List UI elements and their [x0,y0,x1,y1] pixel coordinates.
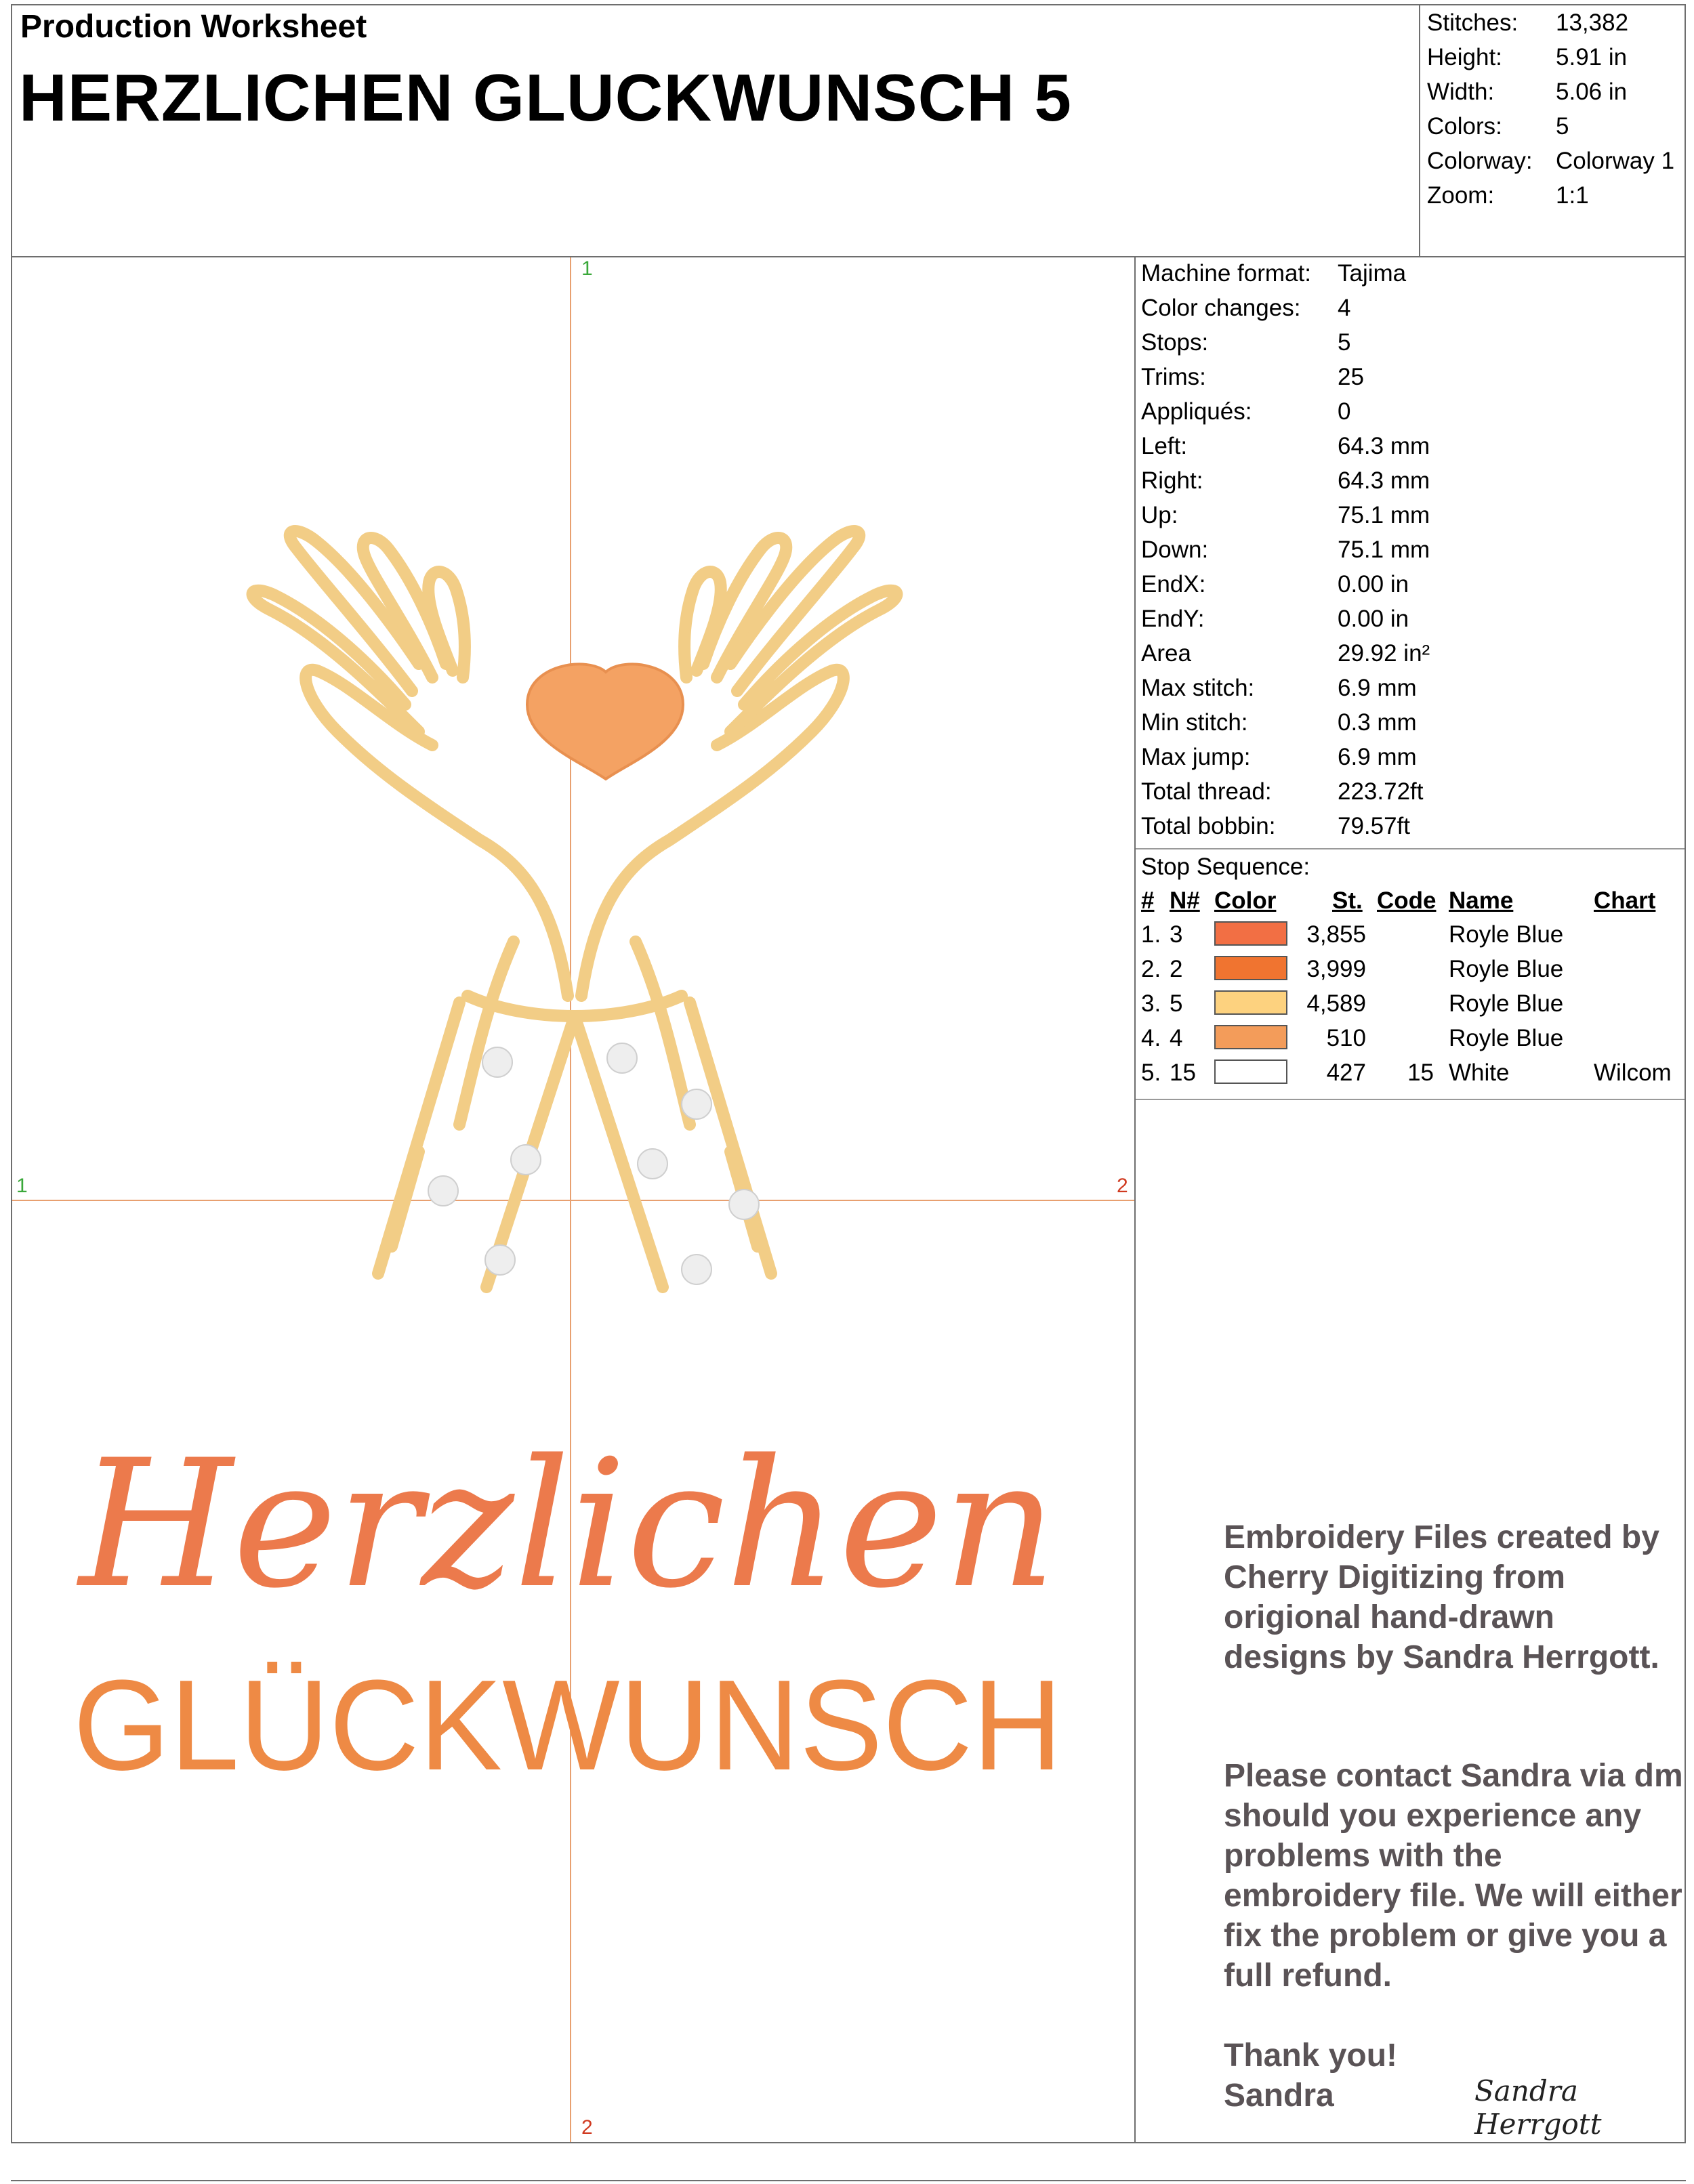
cell-needle: 3 [1170,921,1183,948]
cell-num: 3. [1141,990,1161,1017]
summary-value: 5.06 in [1556,79,1628,105]
detail-value: 0.00 in [1338,571,1409,597]
detail-label: Stops: [1141,329,1209,356]
note-thanks: Thank you! [1224,2038,1398,2074]
cell-stitches: 4,589 [1306,990,1366,1017]
cell-name: Royle Blue [1449,956,1564,982]
color-swatch [1214,990,1287,1015]
note-paragraph-contact: Please contact Sandra via dm should you experience any problems with the embroidery file. We will either fix the problem or give you a full refund. [1224,1758,1683,1994]
divider [1136,848,1685,849]
design-preview [11,256,1136,2143]
cell-num: 1. [1141,921,1161,948]
summary-value: 5 [1556,113,1569,140]
cell-num: 4. [1141,1025,1161,1051]
cell-chart: Wilcom [1594,1059,1672,1086]
cell-name: Royle Blue [1449,921,1564,948]
detail-label: EndX: [1141,571,1206,597]
summary-label: Height: [1427,44,1502,70]
detail-value: Tajima [1338,260,1407,287]
detail-label: EndY: [1141,606,1205,632]
detail-label: Right: [1141,467,1203,494]
summary-label: Colors: [1427,113,1502,140]
detail-value: 0.00 in [1338,606,1409,632]
summary-value: 1:1 [1556,182,1589,209]
cell-name: White [1449,1059,1510,1086]
col-header-num: # [1141,887,1155,914]
detail-value: 29.92 in² [1338,640,1430,667]
detail-value: 6.9 mm [1338,675,1417,701]
divider [1136,1099,1685,1100]
marker-bottom: 2 [581,2116,593,2139]
details-panel [1134,256,1686,2143]
detail-value: 5 [1338,329,1351,356]
marker-top: 1 [581,257,593,280]
summary-value: Colorway 1 [1556,148,1675,174]
cell-num: 5. [1141,1059,1161,1086]
cell-num: 2. [1141,956,1161,982]
summary-value: 13,382 [1556,9,1629,36]
cell-name: Royle Blue [1449,990,1564,1017]
detail-label: Color changes: [1141,295,1301,321]
color-swatch [1214,1059,1287,1084]
detail-value: 75.1 mm [1338,537,1430,563]
cell-stitches: 3,999 [1306,956,1366,982]
detail-value: 0 [1338,398,1351,425]
color-swatch [1214,1025,1287,1049]
detail-value: 25 [1338,364,1364,390]
note-paragraph-credits: Embroidery Files created by Cherry Digitizing from origional hand-drawn designs by Sandra Herrgott. [1224,1519,1659,1675]
detail-label: Area [1141,640,1191,667]
cell-stitches: 427 [1326,1059,1366,1086]
detail-label: Up: [1141,502,1178,528]
detail-label: Max jump: [1141,744,1251,770]
cell-stitches: 510 [1326,1025,1366,1051]
summary-label: Width: [1427,79,1495,105]
col-header-needle: N# [1170,887,1200,914]
cell-code: 15 [1407,1059,1434,1086]
detail-label: Total thread: [1141,778,1272,805]
design-text-line1: Herzlichen [79,1423,1057,1627]
col-header-color: Color [1214,887,1277,914]
detail-label: Machine format: [1141,260,1311,287]
color-swatch [1214,921,1287,946]
detail-label: Appliqués: [1141,398,1252,425]
detail-value: 0.3 mm [1338,709,1417,736]
summary-value: 5.91 in [1556,44,1628,70]
summary-label: Stitches: [1427,9,1519,36]
design-text-line2: GLÜCKWUNSCH [73,1654,1062,1797]
marker-right: 2 [1117,1175,1128,1197]
detail-value: 4 [1338,295,1351,321]
sheet-label: Production Worksheet [20,9,367,45]
signature-logo: Sandra Herrgott [1474,2074,1602,2141]
summary-label: Zoom: [1427,182,1495,209]
note-sender: Sandra [1224,2078,1334,2114]
detail-value: 75.1 mm [1338,502,1430,528]
detail-value: 64.3 mm [1338,433,1430,459]
detail-label: Max stitch: [1141,675,1255,701]
detail-label: Min stitch: [1141,709,1248,736]
color-swatch [1214,956,1287,980]
hands-illustration [253,531,897,1287]
col-header-chart: Chart [1594,887,1656,914]
col-header-code: Code [1377,887,1437,914]
detail-label: Down: [1141,537,1209,563]
cell-needle: 2 [1170,956,1183,982]
marker-left: 1 [16,1175,28,1197]
detail-value: 64.3 mm [1338,467,1430,494]
detail-label: Total bobbin: [1141,813,1276,839]
footer-line [11,2180,1686,2181]
embroidery-design [12,257,1134,2142]
summary-label: Colorway: [1427,148,1533,174]
cell-name: Royle Blue [1449,1025,1564,1051]
cell-needle: 4 [1170,1025,1183,1051]
summary-panel [1419,4,1686,257]
col-header-stitches: St. [1332,887,1363,914]
stop-sequence-title: Stop Sequence: [1141,854,1310,880]
heart-icon [527,664,683,779]
cell-needle: 15 [1170,1059,1196,1086]
detail-label: Left: [1141,433,1188,459]
cell-needle: 5 [1170,990,1183,1017]
cell-stitches: 3,855 [1306,921,1366,948]
header-box [11,4,1420,257]
col-header-name: Name [1449,887,1514,914]
design-title: HERZLICHEN GLUCKWUNSCH 5 [19,60,1072,135]
detail-value: 6.9 mm [1338,744,1417,770]
detail-label: Trims: [1141,364,1206,390]
detail-value: 223.72ft [1338,778,1424,805]
detail-value: 79.57ft [1338,813,1411,839]
